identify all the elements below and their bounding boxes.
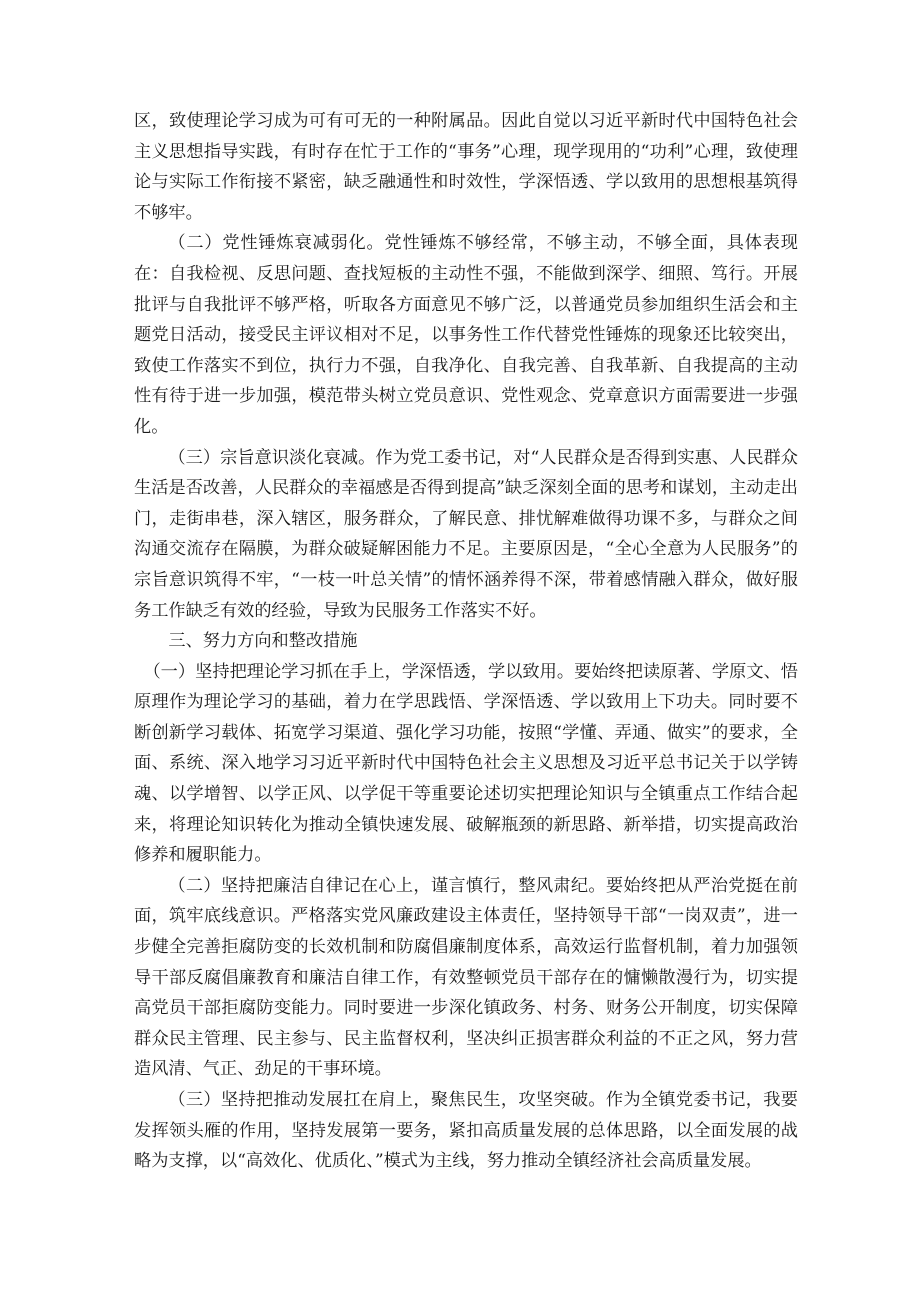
paragraph-measure-integrity: （二）坚持把廉洁自律记在心上，谨言慎行，整风肃纪。要始终把从严治党挺在前面，筑牢底线意识。严格落实党风廉政建设主体责任，坚持领导干部“一岗双责”，进一步健全完善拒腐防变的长效机制和防腐倡廉制度体系，高效运行监督机制，着力加强领导干部反腐倡廉教育和廉洁自律工作，有效整顿党员干部存在的慵懒散漫行为，切实提高党员干部拒腐防变能力。同时要进一步深化镇政务、村务、财务公开制度，切实保障群众民主管理、民主参与、民主监督权利，坚决纠正损害群众利益的不正之风，努力营造风清、气正、劲足的干事环境。 — [134, 875, 798, 1080]
document-page — [134, 106, 798, 1177]
paragraph-measure-development: （三）坚持把推动发展扛在肩上，聚焦民生，攻坚突破。作为全镇党委书记，我要发挥领头雁的作用，坚持发展第一要务，紧扣高质量发展的总体思路，以全面发展的战略为支撑，以“高效化、优质化、”模式为主线，努力推动全镇经济社会高质量发展。 — [134, 1090, 798, 1172]
paragraph-study-conclusion: 区，致使理论学习成为可有可无的一种附属品。因此自觉以习近平新时代中国特色社会主义思想指导实践，有时存在忙于工作的“事务”心理，现学现用的“功利”心理，致使理论与实际工作衔接不紧密，缺乏融通性和时效性，学深悟透、学以致用的思想根基筑得不够牢。 — [134, 111, 798, 223]
paragraph-party-spirit: （二）党性锤炼衰减弱化。党性锤炼不够经常，不够主动，不够全面，具体表现在：自我检视、反思问题、查找短板的主动性不强，不能做到深学、细照、笃行。开展批评与自我批评不够严格，听取各方面意见不够广泛，以普通党员参加组织生活会和主题党日活动，接受民主评议相对不足，以事务性工作代替党性锤炼的现象还比较突出，致使工作落实不到位，执行力不强，自我净化、自我完善、自我革新、自我提高的主动性有待于进一步加强，模范带头树立党员意识、党性观念、党章意识方面需要进一步强化。 — [134, 233, 798, 437]
paragraph-purpose-awareness: （三）宗旨意识淡化衰减。作为党工委书记，对“人民群众是否得到实惠、人民群众生活是否改善，人民群众的幸福感是否得到提高”缺乏深刻全面的思考和谋划，主动走出门，走街串巷，深入辖区，服务群众，了解民意、排忧解难做得功课不多，与群众之间沟通交流存在隔膜，为群众破疑解困能力不足。主要原因是，“全心全意为人民服务”的宗旨意识筑得不牢，“一枝一叶总关情”的情怀涵养得不深，带着感情融入群众，做好服务工作缺乏有效的经验，导致为民服务工作落实不好。 — [134, 447, 798, 621]
paragraph-measure-theory-study: （一）坚持把理论学习抓在手上，学深悟透，学以致用。要始终把读原著、学原文、悟原理作为理论学习的基础，着力在学思践悟、学深悟透、学以致用上下功夫。同时要不断创新学习载体、拓宽学习渠道、强化学习功能，按照“学懂、弄通、做实”的要求，全面、系统、深入地学习习近平新时代中国特色社会主义思想及习近平总书记关于以学铸魂、以学增智、以学正风、以学促干等重要论述切实把理论知识与全镇重点工作结合起来，将理论知识转化为推动全镇快速发展、破解瓶颈的新思路、新举措，切实提高政治修养和履职能力。 — [134, 661, 798, 866]
section-heading-direction-measures: 三、努力方向和整改措施 — [168, 631, 358, 652]
